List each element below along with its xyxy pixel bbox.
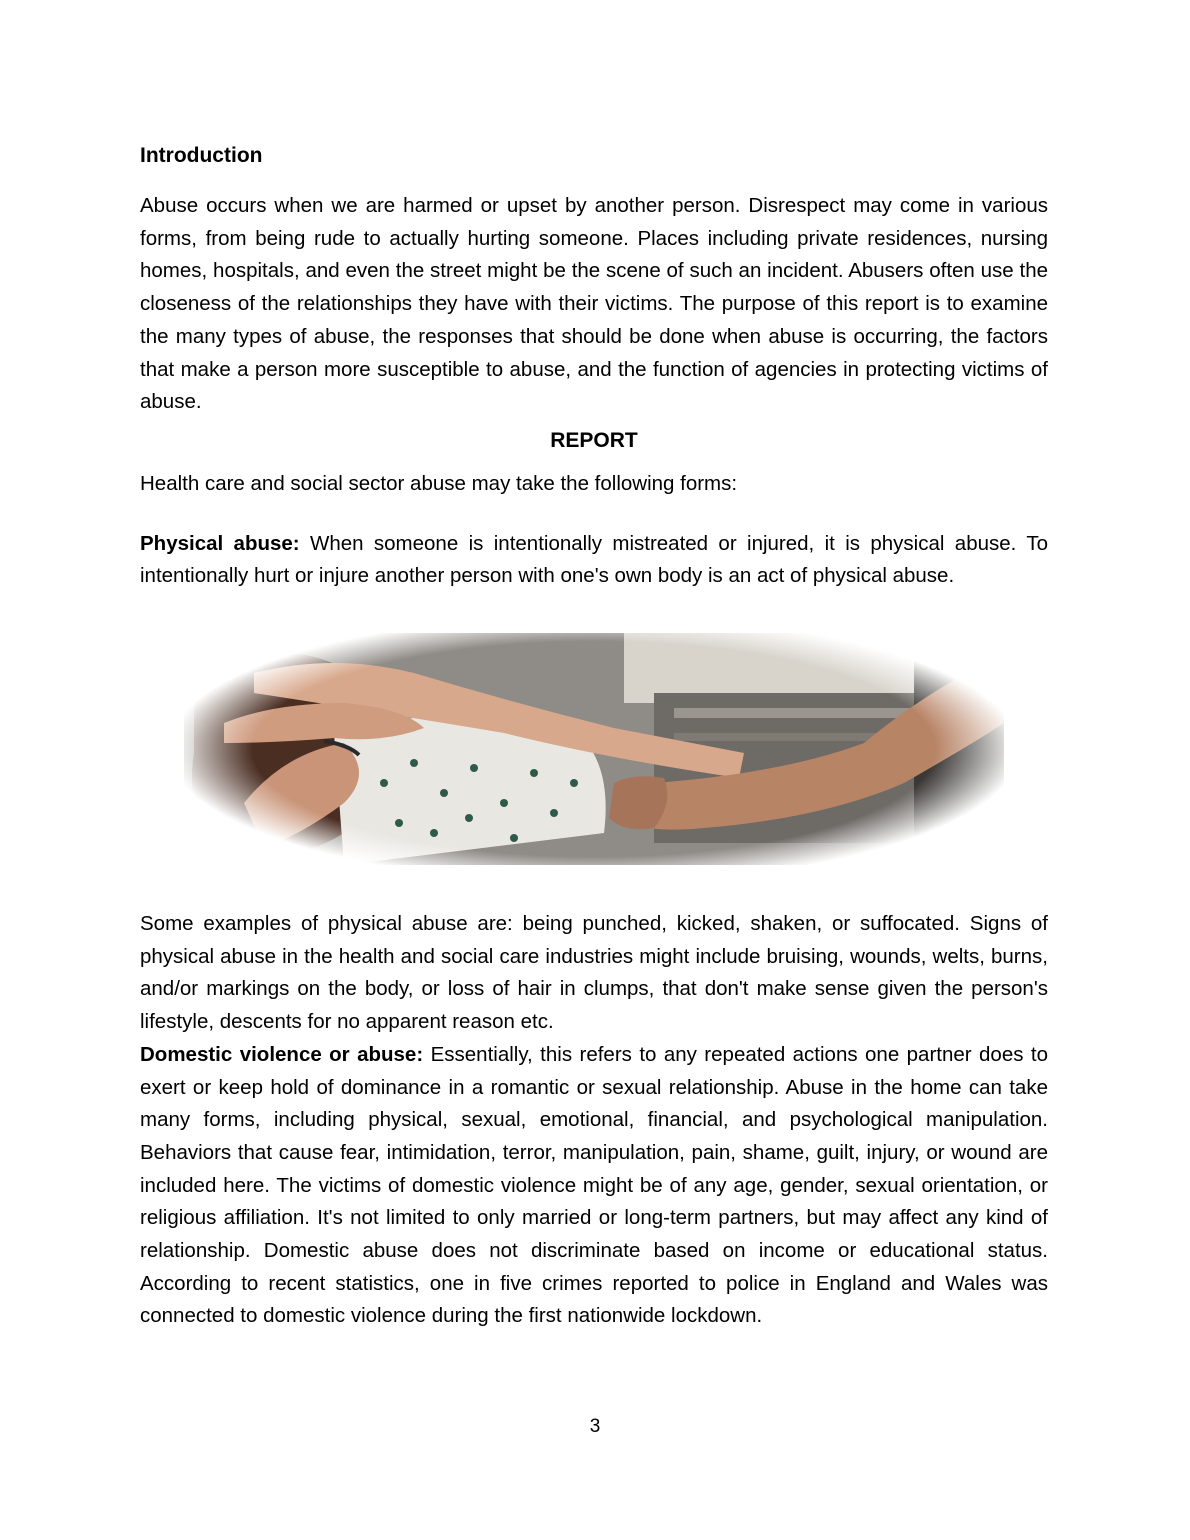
domestic-violence-text: Essentially, this refers to any repeated actions one partner does to exert or keep hold of dominance in a romantic or sexual relationship. Abuse in the home can take many forms, including physical, sexual, emotional, financial, and psychological manipulation. Behaviors that cause fear, intimidation, terror, manipulation, pain, shame, guilt, injury, or wound are included here. The victims of domestic violence might be of any age, gender, sexual orientation, or religious affiliation. It's not limited to only married or long-term partners, but may affect any kind of relationship. Domestic abuse does not discriminate based on income or educational status. According to recent statistics, one in five crimes reported to police in England and Wales was connected to domestic violence during the first nationwide lockdown.	[140, 1042, 1049, 1328]
page-number: 3	[589, 1416, 601, 1437]
photo-illustration	[184, 633, 1004, 865]
report-title: REPORT	[550, 428, 638, 452]
physical-abuse-paragraph	[140, 528, 1048, 593]
introduction-heading: Introduction	[140, 144, 263, 167]
physical-abuse-photo	[184, 633, 1004, 865]
physical-examples-paragraph: Some examples of physical abuse are: being punched, kicked, shaken, or suffocated. Signs of physical abuse in the health and social care industries might include bruising, wounds, welts, burns, and/or markings on the body, or loss of hair in clumps, that don't make sense given the person's lifestyle, descents for no apparent reason etc.	[140, 912, 1048, 1034]
physical-abuse-label: Physical abuse:	[140, 531, 300, 555]
domestic-violence-label: Domestic violence or abuse:	[140, 1042, 424, 1066]
figure-container	[140, 633, 1048, 865]
report-lead-paragraph: Health care and social sector abuse may take the following forms:	[140, 471, 738, 495]
introduction-paragraph: Abuse occurs when we are harmed or upset by another person. Disrespect may come in various forms, from being rude to actually hurting someone. Places including private residences, nursing homes, hospitals, and even the street might be the scene of such an incident. Abusers often use the closeness of the relationships they have with their victims. The purpose of this report is to examine the many types of abuse, the responses that should be done when abuse is occurring, the factors that make a person more susceptible to abuse, and the function of agencies in protecting victims of abuse.	[140, 194, 1048, 414]
domestic-violence-paragraph	[140, 1039, 1048, 1333]
page-content	[140, 140, 1048, 1333]
physical-abuse-text: When someone is intentionally mistreated or injured, it is physical abuse. To intentionally hurt or injure another person with one's own body is an act of physical abuse.	[140, 531, 1048, 588]
